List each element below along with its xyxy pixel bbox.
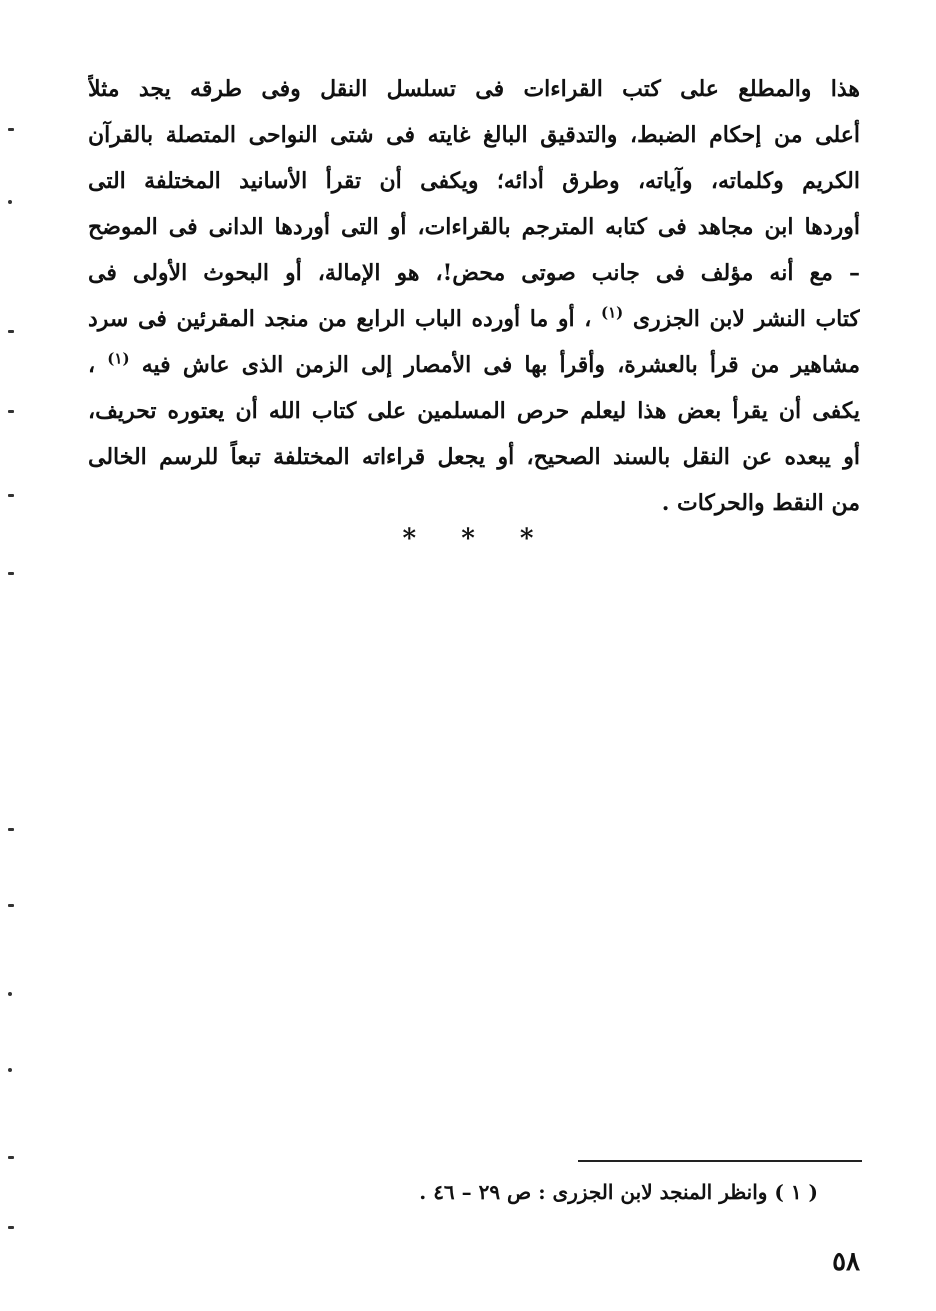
- text-line-7: [88, 342, 860, 388]
- footnote-divider: [578, 1160, 862, 1162]
- text-line-4: أوردها ابن مجاهد فى كتابه المترجم بالقراءات، أو التى أوردها الدانى فى الموضح: [88, 214, 860, 240]
- text-line-8: يكفى أن يقرأ بعض هذا ليعلم حرص المسلمين على كتاب الله أن يعتوره تحريف،: [88, 398, 860, 424]
- scan-speck: [8, 828, 14, 831]
- asterisk-icon: *: [519, 524, 534, 554]
- page-number: ٥٨: [832, 1247, 860, 1277]
- scan-speck: [8, 1226, 14, 1229]
- text-line-7-end: ،: [88, 352, 96, 378]
- text-line-3: الكريم وكلماته، وآياته، وطرق أدائه؛ ويكفى أن تقرأ الأسانيد المختلفة التى: [88, 168, 860, 194]
- asterisk-icon: *: [402, 524, 417, 554]
- asterisk-icon: *: [461, 524, 475, 554]
- scan-speck: [8, 494, 14, 497]
- scan-speck: [8, 572, 14, 575]
- scan-speck: [8, 410, 14, 413]
- text-line-6-start: كتاب النشر لابن الجزرى: [632, 306, 860, 332]
- text-line-7-start: مشاهير من قرأ بالعشرة، وأقرأ بها فى الأمصار إلى الزمن الذى عاش فيه: [141, 352, 860, 378]
- text-line-1: هذا والمطلع على كتب القراءات فى تسلسل النقل وفى طرقه يجد مثلاً: [88, 76, 860, 102]
- footnote-reference: (١): [107, 349, 130, 368]
- text-line-9: أو يبعده عن النقل بالسند الصحيح، أو يجعل قراءاته المختلفة تبعاً للرسم الخالى: [88, 444, 860, 470]
- scan-speck: [8, 330, 14, 333]
- footnote-reference: (١): [601, 303, 624, 322]
- text-line-6: [88, 296, 860, 342]
- text-line-2: أعلى من إحكام الضبط، والتدقيق البالغ غايته فى شتى النواحى المتصلة بالقرآن: [88, 122, 860, 148]
- scan-speck: [8, 904, 14, 907]
- text-line-5: – مع أنه مؤلف فى جانب صوتى محض!، هو الإمالة، أو البحوث الأولى فى: [88, 260, 860, 286]
- scan-speck: [8, 992, 12, 996]
- body-paragraph: [88, 66, 860, 526]
- scan-speck: [8, 1068, 12, 1072]
- scan-speck: [8, 1156, 14, 1159]
- text-line-10: من النقط والحركات .: [661, 490, 860, 516]
- scan-speck: [8, 128, 14, 131]
- section-separator: [0, 524, 936, 554]
- scan-speck: [8, 200, 12, 204]
- text-line-6-end: ، أو ما أورده الباب الرابع من منجد المقرئين فى سرد: [88, 306, 592, 332]
- footnote: ( ١ ) وانظر المنجد لابن الجزرى : ص ٢٩ – ٤٦ .: [419, 1180, 818, 1204]
